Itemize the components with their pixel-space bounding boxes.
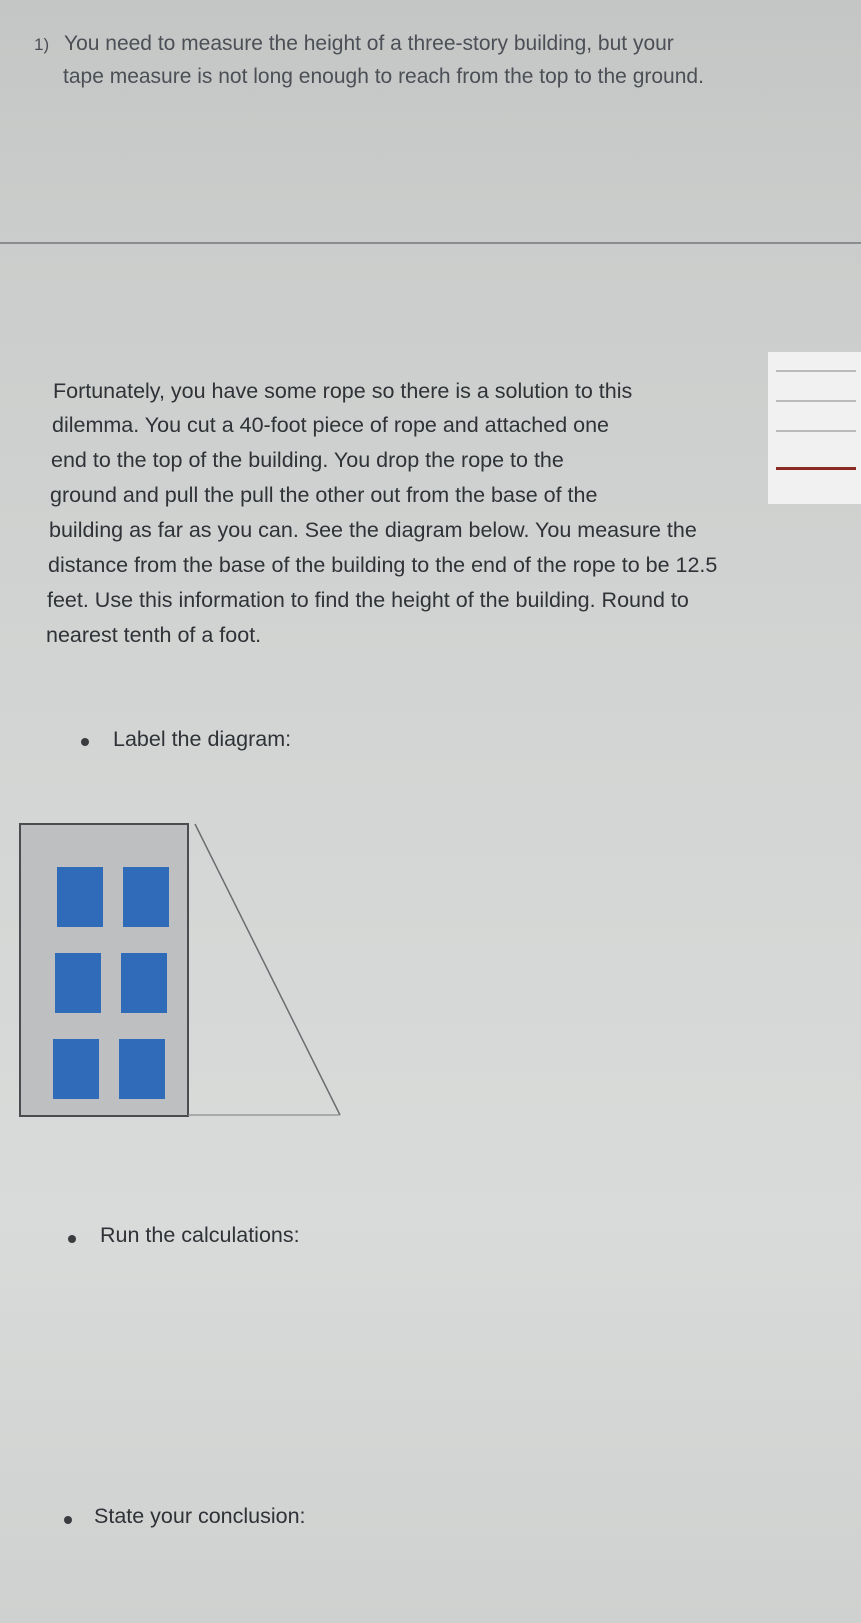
- problem-line: dilemma. You cut a 40-foot piece of rope and attached one: [52, 413, 610, 437]
- redacted-sticker: [768, 352, 861, 504]
- redaction-mark: [776, 400, 856, 402]
- problem-line: building as far as you can. See the diagram below. You measure the: [49, 518, 697, 542]
- window: [119, 1039, 165, 1099]
- question-text-1: You need to measure the height of a three-story building, but your: [64, 32, 674, 55]
- window: [55, 953, 101, 1013]
- bullet-dot: [64, 1516, 72, 1524]
- problem-line: nearest tenth of a foot.: [46, 623, 262, 647]
- problem-line: distance from the base of the building to the end of the rope to be 12.5: [48, 553, 718, 577]
- label-diagram-prompt: Label the diagram:: [113, 727, 292, 751]
- redaction-mark: [776, 370, 856, 372]
- window: [57, 867, 103, 927]
- answer-divider: [0, 242, 861, 244]
- problem-line: ground and pull the pull the other out from the base of the: [50, 483, 598, 507]
- problem-line: feet. Use this information to find the height of the building. Round to: [47, 588, 689, 612]
- rope: [195, 824, 340, 1115]
- question-number: 1): [34, 35, 50, 54]
- window: [121, 953, 167, 1013]
- building-rope-diagram: [0, 810, 360, 1130]
- conclusion-prompt: State your conclusion:: [94, 1504, 306, 1528]
- bullet-dot: [81, 738, 89, 746]
- bullet-dot: [68, 1235, 76, 1243]
- problem-line: Fortunately, you have some rope so there is a solution to this: [53, 379, 633, 403]
- question-line-2: tape measure is not long enough to reach from the top to the ground.: [63, 65, 704, 88]
- calculations-prompt: Run the calculations:: [100, 1223, 300, 1247]
- window: [53, 1039, 99, 1099]
- question-line-1: [34, 32, 674, 56]
- redaction-mark: [776, 467, 856, 470]
- problem-line: end to the top of the building. You drop the rope to the: [51, 448, 564, 472]
- redaction-mark: [776, 430, 856, 432]
- window: [123, 867, 169, 927]
